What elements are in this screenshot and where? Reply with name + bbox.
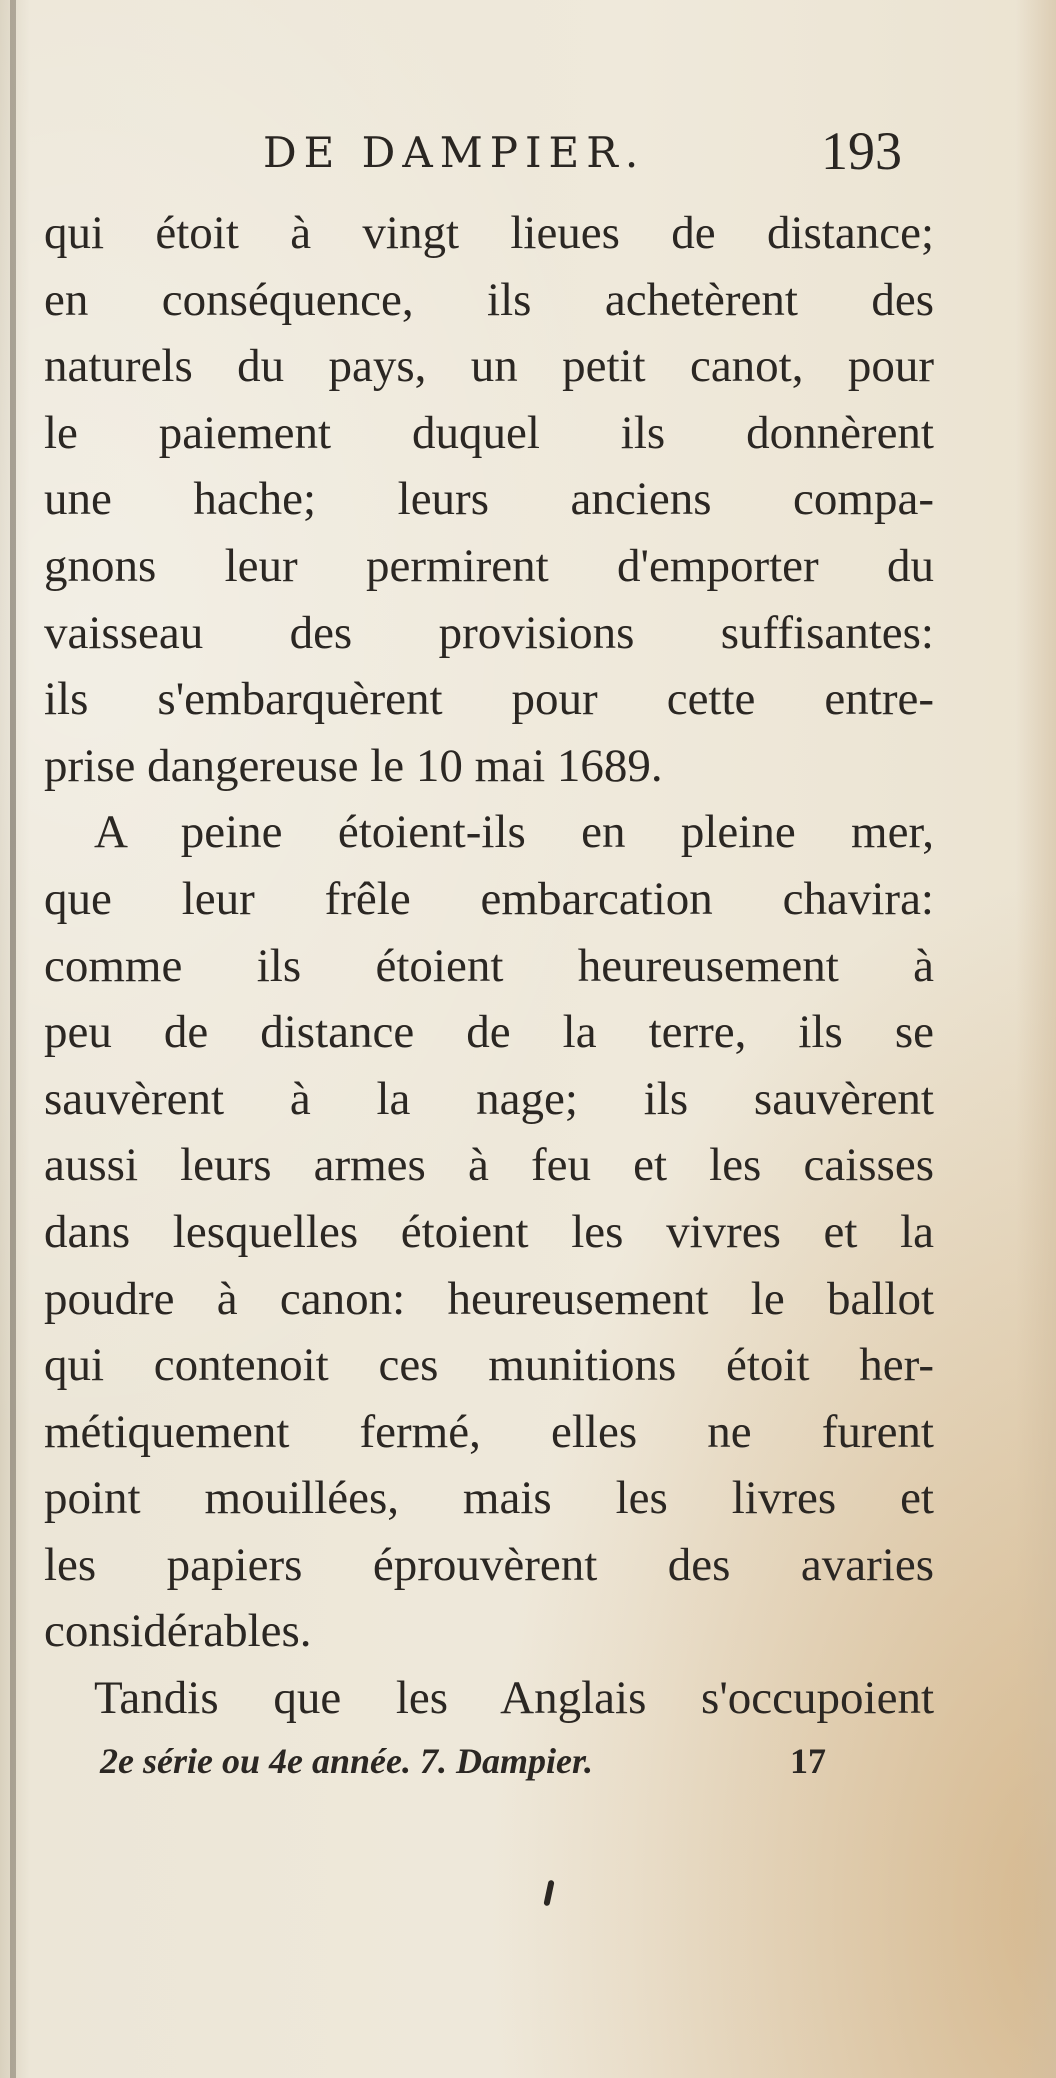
text-line: métiquement fermé, elles ne furent <box>44 1405 934 1458</box>
text-line: qui étoit à vingt lieues de distance; <box>44 207 934 259</box>
text-line: A peine étoient-ils en pleine mer, <box>94 806 934 859</box>
text-line: peu de distance de la terre, ils se <box>44 1006 934 1059</box>
running-head <box>48 121 928 198</box>
signature-mark: 2e série ou 4e année. 7. Dampier. <box>100 1741 593 1781</box>
text-line: considérables. <box>44 1605 312 1658</box>
sheet-number: 17 <box>790 1741 826 1781</box>
text-line: une hache; leurs anciens compa- <box>44 473 934 526</box>
text-line: le paiement duquel ils donnèrent <box>44 406 934 459</box>
text-line: en conséquence, ils achetèrent des <box>44 273 934 326</box>
page-edge-shadow <box>1016 0 1056 2078</box>
text-line: vaisseau des provisions suffisantes: <box>44 606 934 659</box>
body-text <box>44 200 934 1732</box>
signature-line <box>100 1740 860 1782</box>
text-line: point mouillées, mais les livres et <box>44 1472 934 1525</box>
text-line: poudre à canon: heureusement le ballot <box>44 1272 934 1325</box>
text-line: qui contenoit ces munitions étoit her- <box>44 1339 934 1392</box>
text-line: gnons leur permirent d'emporter du <box>44 539 934 592</box>
text-line: ils s'embarquèrent pour cette entre- <box>44 673 934 726</box>
ink-mark <box>543 1880 554 1907</box>
text-line: sauvèrent à la nage; ils sauvèrent <box>44 1072 934 1125</box>
text-line: comme ils étoient heureusement à <box>44 939 934 992</box>
running-title: DE DAMPIER. <box>263 128 646 177</box>
text-line: Tandis que les Anglais s'occupoient <box>94 1672 934 1725</box>
binding-edge <box>10 0 16 2078</box>
text-line: les papiers éprouvèrent des avaries <box>44 1538 934 1591</box>
text-line: prise dangereuse le 10 mai 1689. <box>44 739 663 792</box>
page-number: 193 <box>821 121 902 181</box>
text-line: naturels du pays, un petit canot, pour <box>44 340 934 393</box>
text-line: que leur frêle embarcation chavira: <box>44 872 934 925</box>
text-line: dans lesquelles étoient les vivres et la <box>44 1205 934 1258</box>
text-line: aussi leurs armes à feu et les caisses <box>44 1139 934 1192</box>
